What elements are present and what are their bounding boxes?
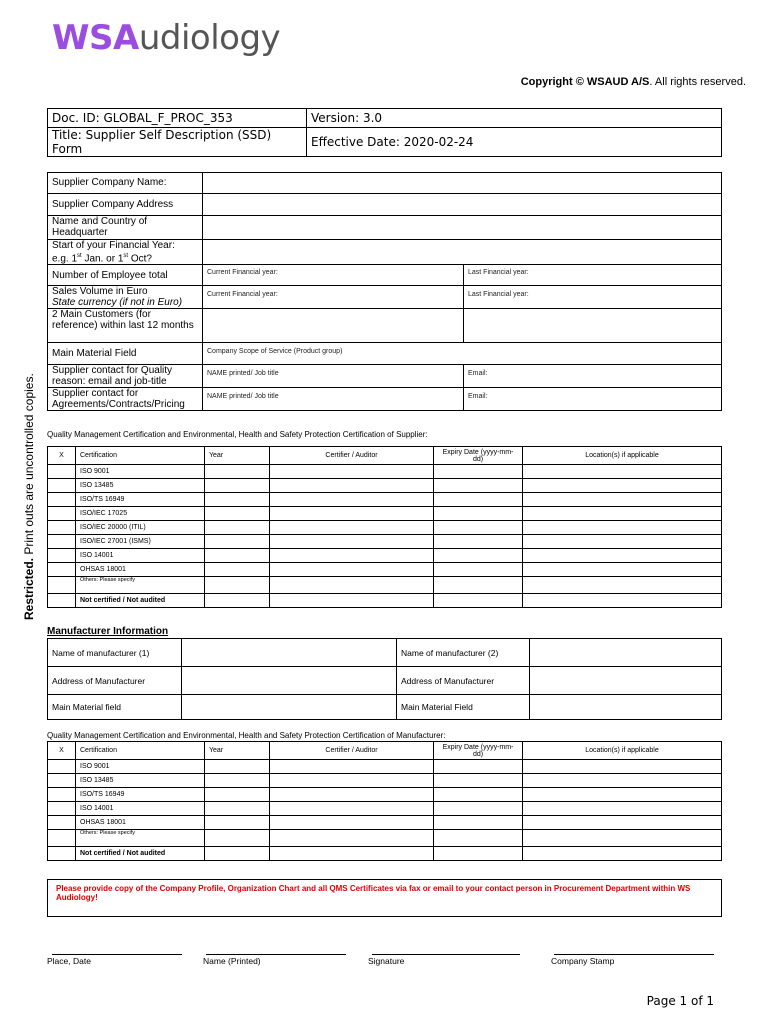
cert-year[interactable] (205, 788, 270, 802)
sig-line-stamp[interactable] (554, 954, 714, 955)
cert-certifier[interactable] (270, 594, 434, 608)
cert-year[interactable] (205, 760, 270, 774)
agreements-contact-name[interactable]: NAME printed/ Job title (203, 388, 464, 411)
cert-location[interactable] (523, 535, 722, 549)
cert-certifier[interactable] (270, 479, 434, 493)
cert-year[interactable] (205, 535, 270, 549)
cert-check[interactable] (48, 577, 76, 594)
field-scope-of-service[interactable]: Company Scope of Service (Product group) (203, 343, 722, 365)
cert-certifier[interactable] (270, 788, 434, 802)
cert-name: ISO 13485 (76, 479, 205, 493)
cert-location[interactable] (523, 760, 722, 774)
cert-header-expiry: Expiry Date (yyyy-mm-dd) (434, 742, 523, 760)
label-sales-volume: Sales Volume in Euro State currency (if not in Euro) (48, 286, 203, 309)
field-customer-2[interactable] (464, 309, 722, 343)
cert-expiry[interactable] (434, 577, 523, 594)
cert-check[interactable] (48, 760, 76, 774)
manufacturer-section-title: Manufacturer Information (47, 626, 169, 637)
cert-year[interactable] (205, 465, 270, 479)
cert-location[interactable] (523, 802, 722, 816)
label-place-date: Place, Date (47, 956, 91, 966)
manufacturer-cert-caption: Quality Management Certification and Environmental, Health and Safety Protection Certification of Manufacturer: (47, 731, 446, 740)
label-signature: Signature (368, 956, 405, 966)
cert-certifier[interactable] (270, 507, 434, 521)
agreements-contact-email[interactable]: Email: (464, 388, 722, 411)
cert-check[interactable] (48, 563, 76, 577)
cert-header-location: Location(s) if applicable (523, 447, 722, 465)
restricted-notice: Restricted. Print outs are uncontrolled copies. (22, 373, 36, 620)
cert-location[interactable] (523, 563, 722, 577)
cert-location[interactable] (523, 465, 722, 479)
cert-check[interactable] (48, 549, 76, 563)
doc-title: Title: Supplier Self Description (SSD) Form (48, 128, 307, 157)
label-employees: Number of Employee total (48, 265, 203, 286)
cert-year[interactable] (205, 816, 270, 830)
cert-expiry[interactable] (434, 594, 523, 608)
cert-name: OHSAS 18001 (76, 563, 205, 577)
field-company-name[interactable] (203, 173, 722, 194)
cert-check[interactable] (48, 535, 76, 549)
supplier-cert-table (47, 446, 722, 608)
field-material-1[interactable] (182, 695, 397, 720)
cert-check[interactable] (48, 816, 76, 830)
cert-location[interactable] (523, 788, 722, 802)
cert-name: ISO/IEC 20000 (ITIL) (76, 521, 205, 535)
cert-location[interactable] (523, 549, 722, 563)
cert-location[interactable] (523, 816, 722, 830)
cert-location[interactable] (523, 521, 722, 535)
field-manufacturer-2[interactable] (530, 639, 722, 667)
cert-location[interactable] (523, 847, 722, 861)
label-financial-year: Start of your Financial Year: e.g. 1st Jan. or 1st Oct? (48, 240, 203, 265)
cert-check[interactable] (48, 802, 76, 816)
copyright-notice: Copyright © WSAUD A/S. All rights reserved. (520, 76, 746, 88)
cert-header-certification: Certification (76, 447, 205, 465)
label-agreements-contact: Supplier contact for Agreements/Contracts/Pricing (48, 388, 203, 411)
cert-check[interactable] (48, 830, 76, 847)
cert-location[interactable] (523, 479, 722, 493)
cert-check[interactable] (48, 479, 76, 493)
cert-location[interactable] (523, 577, 722, 594)
supplier-info-table (47, 172, 722, 411)
cert-expiry[interactable] (434, 493, 523, 507)
cert-certifier[interactable] (270, 465, 434, 479)
cert-expiry[interactable] (434, 774, 523, 788)
page-number: Page 1 of 1 (646, 994, 714, 1008)
label-main-customers: 2 Main Customers (for reference) within last 12 months (48, 309, 203, 343)
employees-last-fy[interactable]: Last Financial year: (464, 265, 722, 286)
cert-check[interactable] (48, 774, 76, 788)
cert-year[interactable] (205, 577, 270, 594)
cert-name-other: Others: Please specify (76, 830, 205, 847)
cert-certifier[interactable] (270, 816, 434, 830)
cert-header-location: Location(s) if applicable (523, 742, 722, 760)
instruction-box (47, 879, 722, 917)
cert-location[interactable] (523, 774, 722, 788)
cert-check[interactable] (48, 521, 76, 535)
cert-expiry[interactable] (434, 507, 523, 521)
cert-header-year: Year (205, 447, 270, 465)
label-material-field: Main Material Field (48, 343, 203, 365)
cert-header-year: Year (205, 742, 270, 760)
instruction-text: Please provide copy of the Company Profile, Organization Chart and all QMS Certificates via fax or email to your contact person in Procurement Department within WS Audiology! (48, 880, 722, 917)
cert-expiry[interactable] (434, 479, 523, 493)
cert-name: ISO/IEC 17025 (76, 507, 205, 521)
cert-certifier[interactable] (270, 563, 434, 577)
manufacturer-table (47, 638, 722, 720)
cert-location[interactable] (523, 594, 722, 608)
field-financial-year[interactable] (203, 240, 722, 265)
label-name-printed: Name (Printed) (203, 956, 261, 966)
cert-header-certifier: Certifier / Auditor (270, 447, 434, 465)
cert-name: ISO/TS 16949 (76, 493, 205, 507)
label-address-2: Address of Manufacturer (397, 667, 530, 695)
cert-expiry[interactable] (434, 549, 523, 563)
label-headquarter: Name and Country of Headquarter (48, 216, 203, 240)
cert-header-certifier: Certifier / Auditor (270, 742, 434, 760)
cert-check[interactable] (48, 465, 76, 479)
cert-check[interactable] (48, 788, 76, 802)
cert-header-x: X (48, 447, 76, 465)
document-header-table (47, 108, 722, 157)
cert-year[interactable] (205, 847, 270, 861)
cert-header-x: X (48, 742, 76, 760)
cert-check[interactable] (48, 507, 76, 521)
cert-year[interactable] (205, 549, 270, 563)
cert-name-other: Others: Please specify (76, 577, 205, 594)
supplier-cert-caption: Quality Management Certification and Environmental, Health and Safety Protection Certification of Supplier: (47, 430, 428, 439)
employees-current-fy[interactable]: Current Financial year: (203, 265, 464, 286)
cert-year[interactable] (205, 521, 270, 535)
field-address-2[interactable] (530, 667, 722, 695)
doc-id: Doc. ID: GLOBAL_F_PROC_353 (48, 109, 307, 128)
cert-header-certification: Certification (76, 742, 205, 760)
cert-name: ISO 14001 (76, 802, 205, 816)
cert-expiry[interactable] (434, 760, 523, 774)
cert-expiry[interactable] (434, 535, 523, 549)
cert-certifier[interactable] (270, 760, 434, 774)
cert-year[interactable] (205, 774, 270, 788)
cert-certifier[interactable] (270, 549, 434, 563)
sales-last-fy[interactable]: Last Financial year: (464, 286, 722, 309)
cert-year[interactable] (205, 507, 270, 521)
cert-name: ISO 9001 (76, 760, 205, 774)
cert-not-certified: Not certified / Not audited (76, 594, 205, 608)
cert-year[interactable] (205, 802, 270, 816)
cert-year[interactable] (205, 830, 270, 847)
field-customer-1[interactable] (203, 309, 464, 343)
cert-location[interactable] (523, 830, 722, 847)
field-manufacturer-1[interactable] (182, 639, 397, 667)
label-material-1: Main Material field (48, 695, 182, 720)
label-manufacturer-2: Name of manufacturer (2) (397, 639, 530, 667)
field-company-address[interactable] (203, 194, 722, 216)
cert-expiry[interactable] (434, 847, 523, 861)
cert-year[interactable] (205, 479, 270, 493)
cert-certifier[interactable] (270, 774, 434, 788)
cert-certifier[interactable] (270, 802, 434, 816)
label-company-stamp: Company Stamp (551, 956, 615, 966)
cert-expiry[interactable] (434, 830, 523, 847)
sales-current-fy[interactable]: Current Financial year: (203, 286, 464, 309)
sig-line-place-date[interactable] (52, 954, 182, 955)
company-logo: WSAudiology (52, 18, 281, 58)
cert-certifier[interactable] (270, 535, 434, 549)
cert-year[interactable] (205, 594, 270, 608)
field-material-2[interactable] (530, 695, 722, 720)
label-material-2: Main Material Field (397, 695, 530, 720)
cert-certifier[interactable] (270, 493, 434, 507)
quality-contact-name[interactable]: NAME printed/ Job title (203, 365, 464, 388)
cert-check[interactable] (48, 847, 76, 861)
label-manufacturer-1: Name of manufacturer (1) (48, 639, 182, 667)
cert-expiry[interactable] (434, 465, 523, 479)
sig-line-name[interactable] (206, 954, 346, 955)
cert-name: ISO 13485 (76, 774, 205, 788)
cert-certifier[interactable] (270, 847, 434, 861)
field-headquarter[interactable] (203, 216, 722, 240)
cert-name: ISO 9001 (76, 465, 205, 479)
cert-check[interactable] (48, 594, 76, 608)
cert-name: OHSAS 18001 (76, 816, 205, 830)
label-company-name: Supplier Company Name: (48, 173, 203, 194)
cert-not-certified: Not certified / Not audited (76, 847, 205, 861)
label-quality-contact: Supplier contact for Quality reason: email and job-title (48, 365, 203, 388)
cert-expiry[interactable] (434, 788, 523, 802)
cert-location[interactable] (523, 507, 722, 521)
cert-expiry[interactable] (434, 816, 523, 830)
cert-check[interactable] (48, 493, 76, 507)
cert-name: ISO 14001 (76, 549, 205, 563)
field-address-1[interactable] (182, 667, 397, 695)
cert-name: ISO/TS 16949 (76, 788, 205, 802)
effective-date: Effective Date: 2020-02-24 (307, 128, 722, 157)
cert-year[interactable] (205, 493, 270, 507)
label-address-1: Address of Manufacturer (48, 667, 182, 695)
cert-expiry[interactable] (434, 802, 523, 816)
cert-year[interactable] (205, 563, 270, 577)
cert-expiry[interactable] (434, 563, 523, 577)
cert-certifier[interactable] (270, 830, 434, 847)
version: Version: 3.0 (307, 109, 722, 128)
cert-certifier[interactable] (270, 577, 434, 594)
cert-certifier[interactable] (270, 521, 434, 535)
cert-location[interactable] (523, 493, 722, 507)
quality-contact-email[interactable]: Email: (464, 365, 722, 388)
cert-expiry[interactable] (434, 521, 523, 535)
label-company-address: Supplier Company Address (48, 194, 203, 216)
manufacturer-cert-table (47, 741, 722, 861)
cert-name: ISO/IEC 27001 (ISMS) (76, 535, 205, 549)
sig-line-signature[interactable] (372, 954, 520, 955)
cert-header-expiry: Expiry Date (yyyy-mm-dd) (434, 447, 523, 465)
